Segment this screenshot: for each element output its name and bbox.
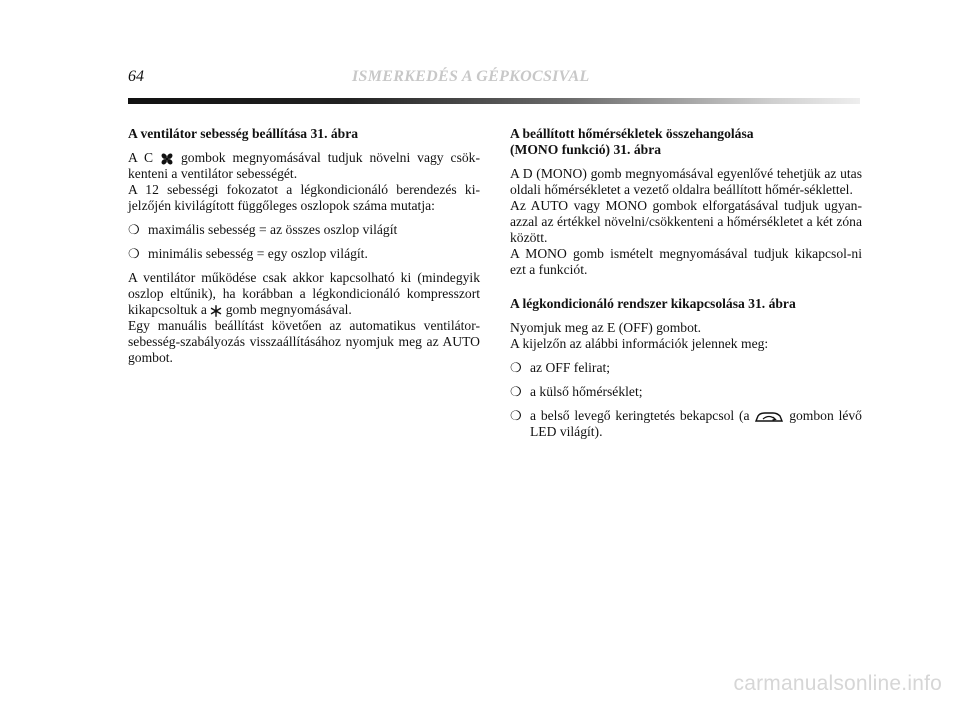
- bullet-mark: ❍: [510, 408, 522, 423]
- list-item: [128, 246, 480, 262]
- section-title-fan-speed: A ventilátor sebesség beállítása 31. ábra: [128, 126, 359, 141]
- bullet-mark: ❍: [510, 384, 522, 399]
- list-item-text: [530, 408, 862, 440]
- list-item-text-rest: gombon lévő LED világít).: [530, 408, 862, 439]
- paragraph-mono-rotate: Az AUTO vagy MONO gombok elforgatásával tudjuk ugyan-azzal az értékkel növelni/csökkenteni a hőmérsékletet a két zóna között.: [510, 198, 862, 245]
- paragraph-mono-off: A MONO gomb ismételt megnyomásával tudjuk kikapcsol-ni ezt a funkciót.: [510, 246, 862, 277]
- paragraph-display-info: A kijelzőn az alábbi információk jelennek meg:: [510, 336, 769, 351]
- snowflake-icon: [210, 305, 222, 317]
- car-recirculation-icon: [754, 410, 784, 424]
- paragraph-fan-off-lead: A ventilátor működése csak akkor kapcsolható ki (mindegyik oszlop eltűnik), ha korábban a légkondicionáló kompresszort kikapcsoltuk a: [128, 270, 480, 317]
- watermark: carmanualsonline.info: [733, 672, 942, 695]
- list-item: [128, 222, 480, 238]
- running-title: ISMERKEDÉS A GÉPKOCSIVAL: [352, 68, 590, 85]
- paragraph-mono-press: A D (MONO) gomb megnyomásával egyenlővé tehetjük az utas oldali hőmérsékletet a vezető oldalra beállított hőmér-séklettel.: [510, 166, 862, 197]
- bullet-mark: ❍: [128, 246, 140, 261]
- list-item: [510, 360, 862, 376]
- right-column: [510, 126, 862, 448]
- section-title-mono: [510, 126, 862, 158]
- list-item-text: az OFF felirat;: [530, 360, 611, 375]
- list-item-text-lead: a belső levegő keringtetés bekapcsol (a: [530, 408, 750, 423]
- bullet-mark: ❍: [128, 222, 140, 237]
- paragraph-fan-off: [128, 270, 480, 318]
- paragraph-fan-buttons-lead: A C: [128, 150, 154, 165]
- left-column: [128, 126, 480, 374]
- header-rule: [128, 98, 860, 104]
- list-item-text: a külső hőmérséklet;: [530, 384, 643, 399]
- paragraph-speed-levels: A 12 sebességi fokozatot a légkondicionáló berendezés ki-jelzőjén kivilágított függőleges oszlopok száma mutatja:: [128, 182, 480, 213]
- fan-icon: [160, 152, 174, 166]
- section-title-ac-off: A légkondicionáló rendszer kikapcsolása 31. ábra: [510, 296, 796, 311]
- section-title-mono-line2: (MONO funkció) 31. ábra: [510, 142, 662, 157]
- paragraph-fan-buttons-rest: gombok megnyomásával tudjuk növelni vagy csök-kenteni a ventilátor sebességét.: [128, 150, 480, 181]
- section-title-mono-line1: A beállított hőmérsékletek összehangolása: [510, 126, 754, 141]
- list-item: [510, 384, 862, 400]
- list-item-text: maximális sebesség = az összes oszlop világít: [148, 222, 398, 237]
- bullet-mark: ❍: [510, 360, 522, 375]
- paragraph-press-off: Nyomjuk meg az E (OFF) gombot.: [510, 320, 702, 335]
- paragraph-auto-reset: Egy manuális beállítást követően az automatikus ventilátor-sebesség-szabályozás visszaállításához nyomjuk meg az AUTO gombot.: [128, 318, 480, 365]
- list-item: [510, 408, 862, 440]
- page-number: 64: [128, 68, 144, 85]
- spacer: [510, 286, 862, 296]
- paragraph-fan-buttons: [128, 150, 480, 182]
- list-item-text: minimális sebesség = egy oszlop világít.: [148, 246, 368, 261]
- paragraph-fan-off-rest: gomb megnyomásával.: [225, 302, 352, 317]
